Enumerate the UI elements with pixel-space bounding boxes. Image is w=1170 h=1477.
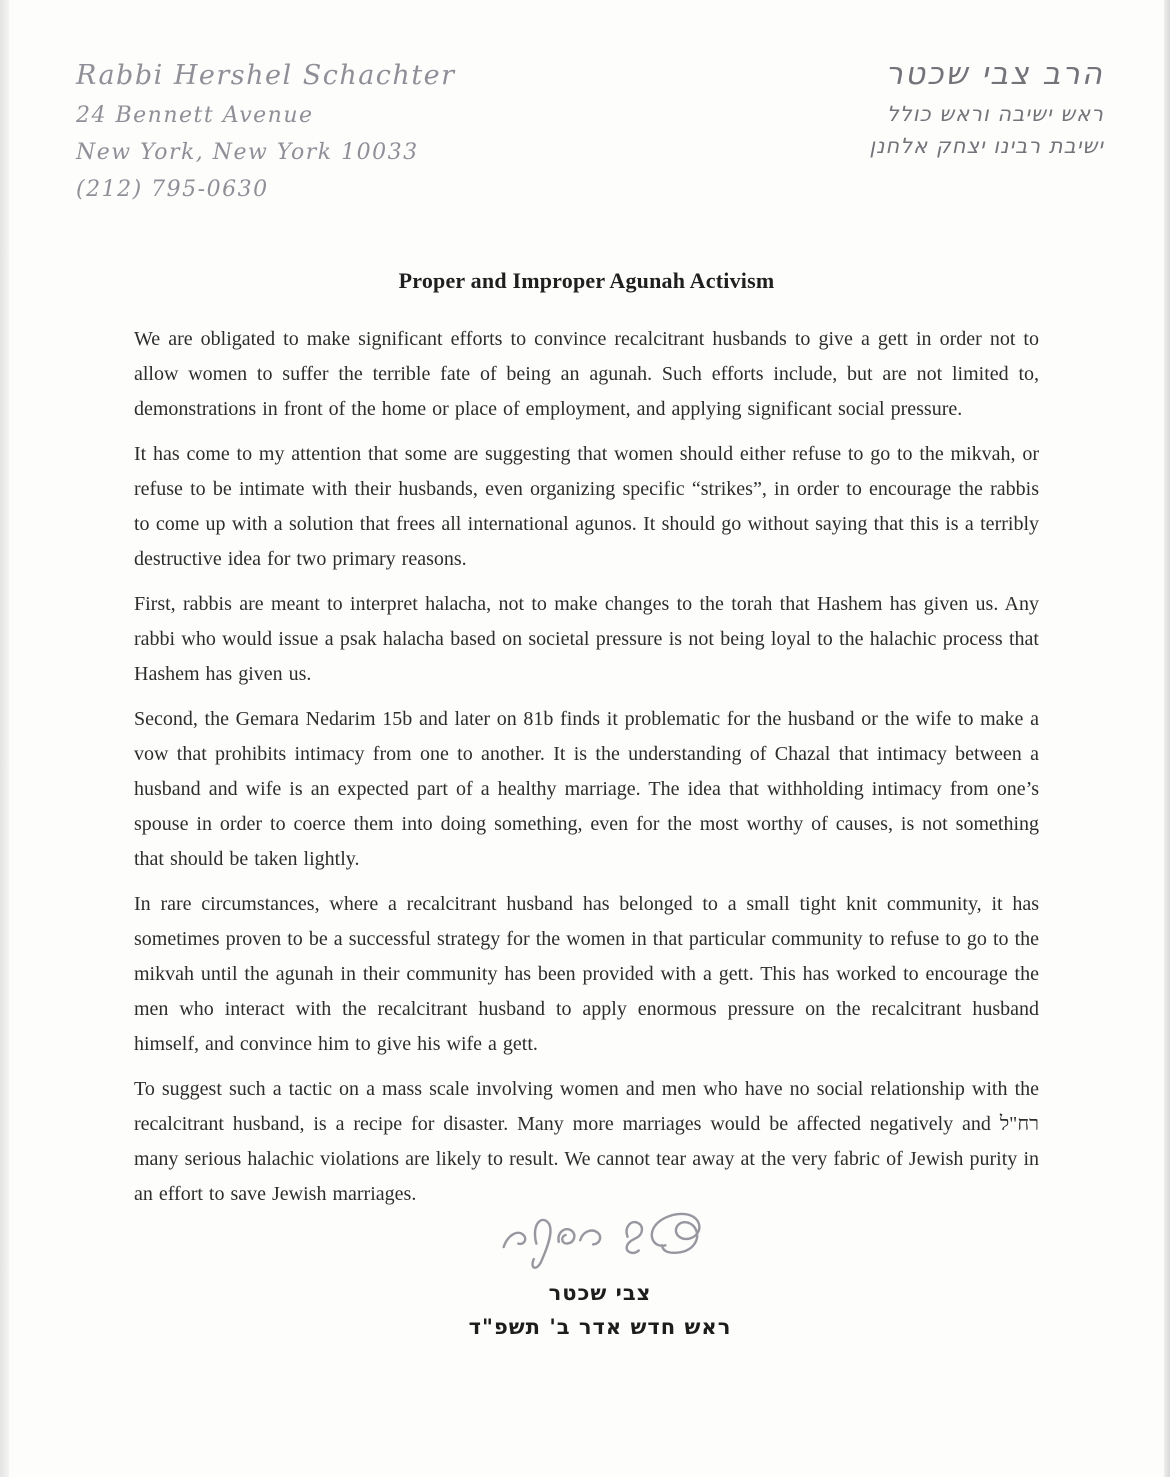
page-title: Proper and Improper Agunah Activism [398,268,775,293]
letterhead-hebrew-name: הרב צבי שכטר [885,56,1104,92]
scan-edge-left [0,0,9,1477]
letterhead-address-line2: New York, New York 10033 [76,140,419,165]
signature-block [370,1192,830,1339]
letterhead-hebrew [869,56,1104,166]
scan-edge-right [1164,0,1170,1477]
letterhead-phone: (212) 795-0630 [76,177,269,202]
letterhead-address-line1: 24 Bennett Avenue [76,103,314,128]
letterhead-hebrew-title1: ראש ישיבה וראש כולל [886,102,1104,126]
paragraph-4: Second, the Gemara Nedarim 15b and later on 81b finds it problematic for the husband or the wife to make a vow that prohibits intimacy from one to another. It is the understanding of Chazal that intimacy between a husband and wife is an expected part of a healthy marriage. The idea that withholding intimacy from one’s spouse in order to coerce them into doing something, even for the most worthy of causes, is not something that should be taken lightly. [134,708,1039,870]
paragraph-1: We are obligated to make significant efforts to convince recalcitrant husbands to give a gett in order not to allow women to suffer the terrible fate of being an agunah. Such efforts include, but are not limited to, demonstrations in front of the home or place of employment, and applying significant social pressure. [134,328,1039,420]
letter-body [134,268,1039,1222]
signature-date: ראש חדש אדר ב' תשפ"ד [468,1314,732,1339]
paragraph-6: To suggest such a tactic on a mass scale involving women and men who have no social relationship with the recalcitrant husband, is a recipe for disaster. Many more marriages would be affected negatively and רח"ל many serious halachic violations are likely to result. We cannot tear away at the very fabric of Jewish purity in an effort to save Jewish marriages. [134,1078,1039,1205]
signature-printed-name: צבי שכטר [548,1280,652,1305]
letterhead-name: Rabbi Hershel Schachter [76,60,456,91]
paragraph-5: In rare circumstances, where a recalcitrant husband has belonged to a small tight knit community, it has sometimes proven to be a successful strategy for the women in that particular community to refuse to go to the mikvah until the agunah in their community has been provided with a gett. This has worked to encourage the men who interact with the recalcitrant husband to apply enormous pressure on the recalcitrant husband himself, and convince him to give his wife a gett. [134,893,1039,1055]
paragraph-2: It has come to my attention that some are suggesting that women should either refuse to go to the mikvah, or refuse to be intimate with their husbands, even organizing specific “strikes”, in order to encourage the rabbis to come up with a solution that frees all international agunos. It should go without saying that this is a terribly destructive idea for two primary reasons. [134,443,1039,570]
letterhead-hebrew-title2: ישיבת רבינו יצחק אלחנן [869,134,1104,158]
paragraph-3: First, rabbis are meant to interpret halacha, not to make changes to the torah that Hashem has given us. Any rabbi who would issue a psak halacha based on societal pressure is not being loyal to the halachic process that Hashem has given us. [134,593,1039,685]
handwritten-signature-icon [495,1192,705,1278]
letterhead-english [76,60,456,214]
